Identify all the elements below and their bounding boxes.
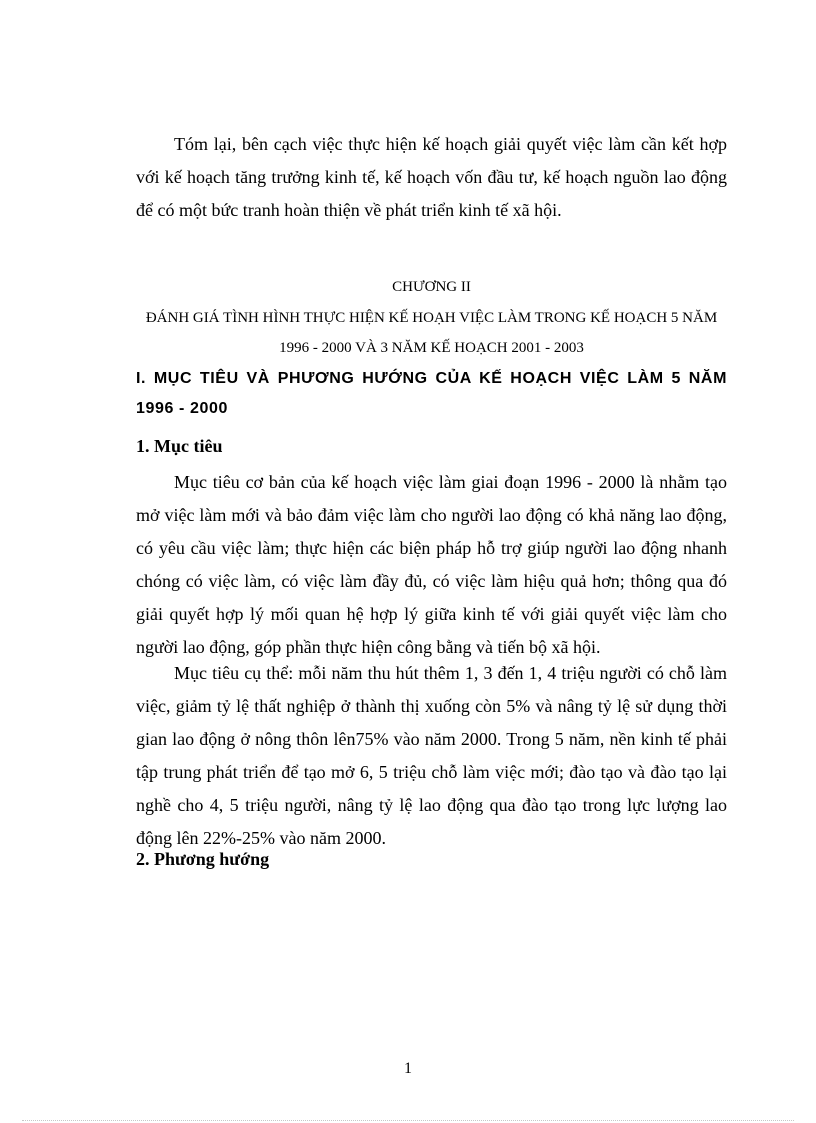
summary-paragraph: Tóm lại, bên cạch việc thực hiện kế hoạch giải quyết việc làm cần kết hợp với kế hoạch tăng trưởng kinh tế, kế hoạch vốn đầu tư, kế hoạch nguồn lao động để có một bức tranh hoàn thiện về phát triển kinh tế xã hội. bbox=[136, 134, 727, 220]
objectives-paragraph-2-block bbox=[136, 657, 727, 855]
objectives-paragraph-1: Mục tiêu cơ bản của kế hoạch việc làm giai đoạn 1996 - 2000 là nhằm tạo mở việc làm mới và bảo đảm việc làm cho người lao động có khả năng lao động, có yêu cầu việc làm; thực hiện các biện pháp hỗ trợ giúp người lao động nhanh chóng có việc làm, có việc làm đầy đủ, có việc làm hiệu quả hơn; thông qua đó giải quyết hợp lý mối quan hệ hợp lý giữa kinh tế với giải quyết việc làm cho người lao động, góp phần thực hiện công bằng và tiến bộ xã hội. bbox=[136, 472, 727, 657]
objectives-heading: 1. Mục tiêu bbox=[136, 436, 223, 456]
objectives-paragraph-2: Mục tiêu cụ thể: mỗi năm thu hút thêm 1, 3 đến 1, 4 triệu người có chỗ làm việc, giảm tỷ lệ thất nghiệp ở thành thị xuống còn 5% và nâng tỷ lệ sử dụng thời gian lao động ở nông thôn lên75% vào năm 2000. Trong 5 năm, nền kinh tế phải tập trung phát triển để tạo mở 6, 5 triệu chỗ làm việc mới; đào tạo và đào tạo lại nghề cho 4, 5 triệu người, nâng tỷ lệ lao động qua đào tạo trong lực lượng lao động lên 22%-25% vào năm 2000. bbox=[136, 663, 727, 848]
page-bottom-edge bbox=[22, 1120, 794, 1121]
page-number: 1 bbox=[404, 1060, 412, 1077]
objectives-paragraph-1-block bbox=[136, 466, 727, 664]
chapter-title: ĐÁNH GIÁ TÌNH HÌNH THỰC HIỆN KẾ HOẠH VIỆC LÀM TRONG KẾ HOẠCH 5 NĂM 1996 - 2000 VÀ 3 NĂM KẾ HOẠCH 2001 - 2003 bbox=[145, 310, 718, 356]
summary-paragraph-block bbox=[136, 128, 727, 227]
section-heading: I. MỤC TIÊU VÀ PHƯƠNG HƯỚNG CỦA KẾ HOẠCH VIỆC LÀM 5 NĂM 1996 - 2000 bbox=[136, 370, 727, 417]
chapter-label: CHƯƠNG II bbox=[392, 279, 471, 295]
direction-heading: 2. Phương hướng bbox=[136, 849, 270, 869]
